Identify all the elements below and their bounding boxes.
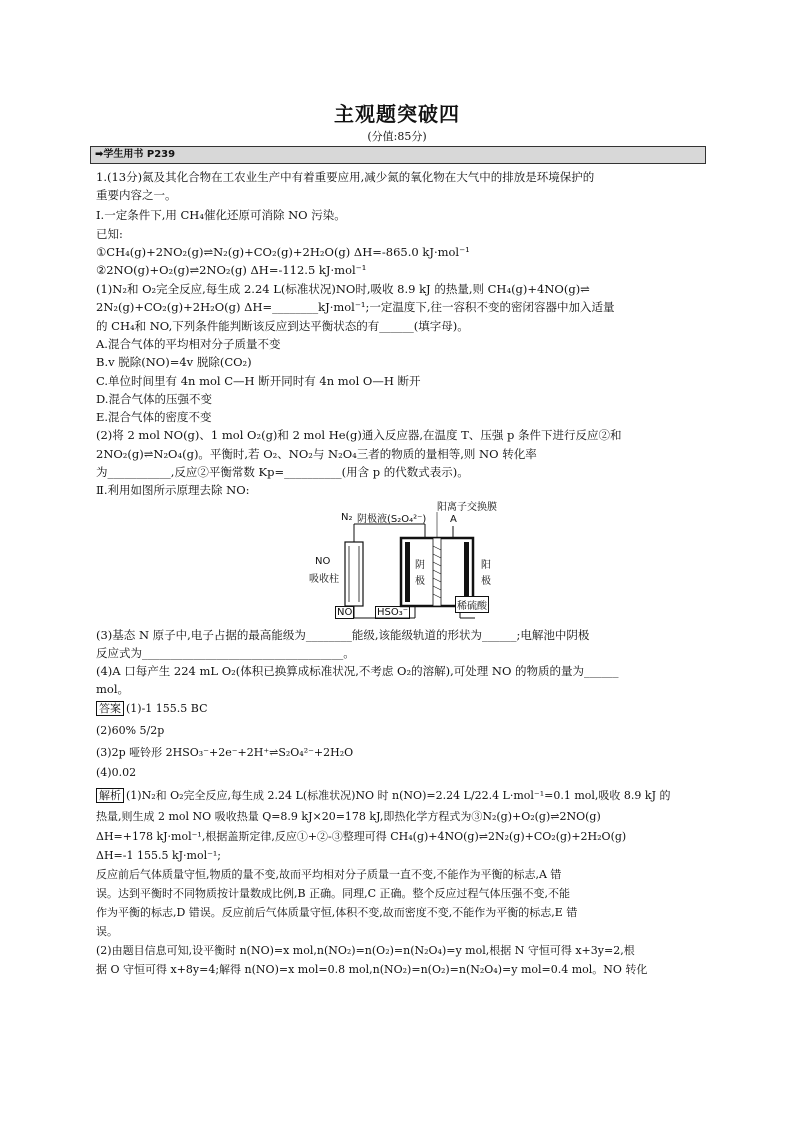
question-line: Ⅱ.利用如图所示原理去除 NO: <box>96 483 250 497</box>
option-line: E.混合气体的密度不变 <box>96 410 212 424</box>
question-line: (2)将 2 mol NO(g)、1 mol O₂(g)和 2 mol He(g)通入反应器,在温度 T、压强 p 条件下进行反应②和 <box>96 428 622 442</box>
question-line: (1)N₂和 O₂完全反应,每生成 2.24 L(标准状况)NO时,吸收 8.9 kJ 的热量,则 CH₄(g)+4NO(g)⇌ <box>96 282 590 296</box>
anode-label-2: 极 <box>481 576 491 587</box>
no-column-label: NO <box>315 556 331 567</box>
cathode-label-2: 极 <box>415 576 425 587</box>
question-line: (4)A 口每产生 224 mL O₂(体积已换算成标准状况,不考虑 O₂的溶解),可处理 NO 的物质的量为______ <box>96 664 619 678</box>
option-line: C.单位时间里有 4n mol C—H 断开同时有 4n mol O—H 断开 <box>96 374 421 388</box>
membrane-label: 阳离子交换膜 <box>437 502 497 513</box>
question-line: (3)基态 N 原子中,电子占据的最高能级为________能级,该能级轨道的形状为______;电解池中阴极 <box>96 628 590 642</box>
answer-1: (1)-1 155.5 BC <box>126 702 208 715</box>
student-book-bar: ➡学生用书 P239 <box>90 146 706 164</box>
question-line: 已知: <box>96 227 123 241</box>
analysis-line: 反应前后气体质量守恒,物质的量不变,故而平均相对分子质量一直不变,不能作为平衡的标志,A 错 <box>96 868 562 881</box>
analysis-line: ΔH=-1 155.5 kJ·mol⁻¹; <box>96 849 222 862</box>
acid-label: 稀硫酸 <box>455 596 489 613</box>
page-title: 主观题突破四 <box>334 102 460 126</box>
analysis-line <box>96 789 670 803</box>
analysis-line: 据 O 守恒可得 x+8y=4;解得 n(NO)=x mol=0.8 mol,n(NO₂)=n(O₂)=n(N₂O₄)=y mol=0.4 mol。NO 转化 <box>96 963 648 976</box>
no-inlet-label: NO <box>337 607 353 618</box>
answer-2: (2)60% 5/2p <box>96 724 165 737</box>
question-line: 为___________,反应②平衡常数 Kp=__________(用含 p 的代数式表示)。 <box>96 465 469 479</box>
question-line: 2NO₂(g)⇌N₂O₄(g)。平衡时,若 O₂、NO₂与 N₂O₄三者的物质的量相等,则 NO 转化率 <box>96 447 537 461</box>
cathode-label-1: 阴 <box>415 560 425 571</box>
equation-line: ①CH₄(g)+2NO₂(g)⇌N₂(g)+CO₂(g)+2H₂O(g) ΔH=-865.0 kJ·mol⁻¹ <box>96 245 470 259</box>
analysis-tag: 解析 <box>96 788 124 803</box>
option-line: B.v 脱除(NO)=4v 脱除(CO₂) <box>96 355 252 369</box>
question-line: 2N₂(g)+CO₂(g)+2H₂O(g) ΔH=________kJ·mol⁻¹;一定温度下,往一容积不变的密闭容器中加入适量 <box>96 300 615 314</box>
answer-4: (4)0.02 <box>96 766 137 779</box>
answer-tag: 答案 <box>96 701 124 716</box>
question-line: 的 CH₄和 NO,下列条件能判断该反应到达平衡状态的有______(填字母)。 <box>96 319 469 333</box>
answer-line <box>96 702 208 716</box>
option-line: D.混合气体的压强不变 <box>96 392 212 406</box>
question-line: mol。 <box>96 682 130 696</box>
question-line: 反应式为___________________________________。 <box>96 646 355 660</box>
analysis-line: 误。 <box>96 925 118 938</box>
analysis-line: (2)由题目信息可知,设平衡时 n(NO)=x mol,n(NO₂)=n(O₂)=n(N₂O₄)=y mol,根据 N 守恒可得 x+3y=2,根 <box>96 944 635 957</box>
absorber-label: 吸收柱 <box>309 574 339 585</box>
electrolysis-diagram <box>305 498 505 623</box>
analysis-line: 作为平衡的标志,D 错误。反应前后气体质量守恒,体积不变,故而密度不变,不能作为平衡的标志,E 错 <box>96 906 578 919</box>
question-line: 1.(13分)氮及其化合物在工农业生产中有着重要应用,减少氮的氧化物在大气中的排放是环境保护的 <box>96 170 595 184</box>
option-line: A.混合气体的平均相对分子质量不变 <box>96 337 281 351</box>
outlet-a-label: A <box>450 514 457 525</box>
question-line: Ⅰ.一定条件下,用 CH₄催化还原可消除 NO 污染。 <box>96 208 346 222</box>
analysis-line: ΔH=+178 kJ·mol⁻¹,根据盖斯定律,反应①+②-③整理可得 CH₄(g)+4NO(g)⇌2N₂(g)+CO₂(g)+2H₂O(g) <box>96 830 627 843</box>
anode-label-1: 阳 <box>481 560 491 571</box>
question-line: 重要内容之一。 <box>96 188 177 202</box>
catholyte-label: 阴极液(S₂O₄²⁻) <box>357 514 427 525</box>
equation-line: ②2NO(g)+O₂(g)⇌2NO₂(g) ΔH=-112.5 kJ·mol⁻¹ <box>96 263 367 277</box>
n2-label: N₂ <box>341 512 353 523</box>
answer-3: (3)2p 哑铃形 2HSO₃⁻+2e⁻+2H⁺⇌S₂O₄²⁻+2H₂O <box>96 746 354 759</box>
analysis-text: (1)N₂和 O₂完全反应,每生成 2.24 L(标准状况)NO 时 n(NO)=2.24 L/22.4 L·mol⁻¹=0.1 mol,吸收 8.9 kJ 的 <box>126 789 671 802</box>
analysis-line: 误。达到平衡时不同物质按计量数成比例,B 正确。同理,C 正确。整个反应过程气体压强不变,不能 <box>96 887 570 900</box>
page-subtitle: (分值:85分) <box>367 130 427 143</box>
hso3-label: HSO₃⁻ <box>377 607 409 618</box>
analysis-line: 热量,则生成 2 mol NO 吸收热量 Q=8.9 kJ×20=178 kJ,即热化学方程式为③N₂(g)+O₂(g)⇌2NO(g) <box>96 810 601 823</box>
